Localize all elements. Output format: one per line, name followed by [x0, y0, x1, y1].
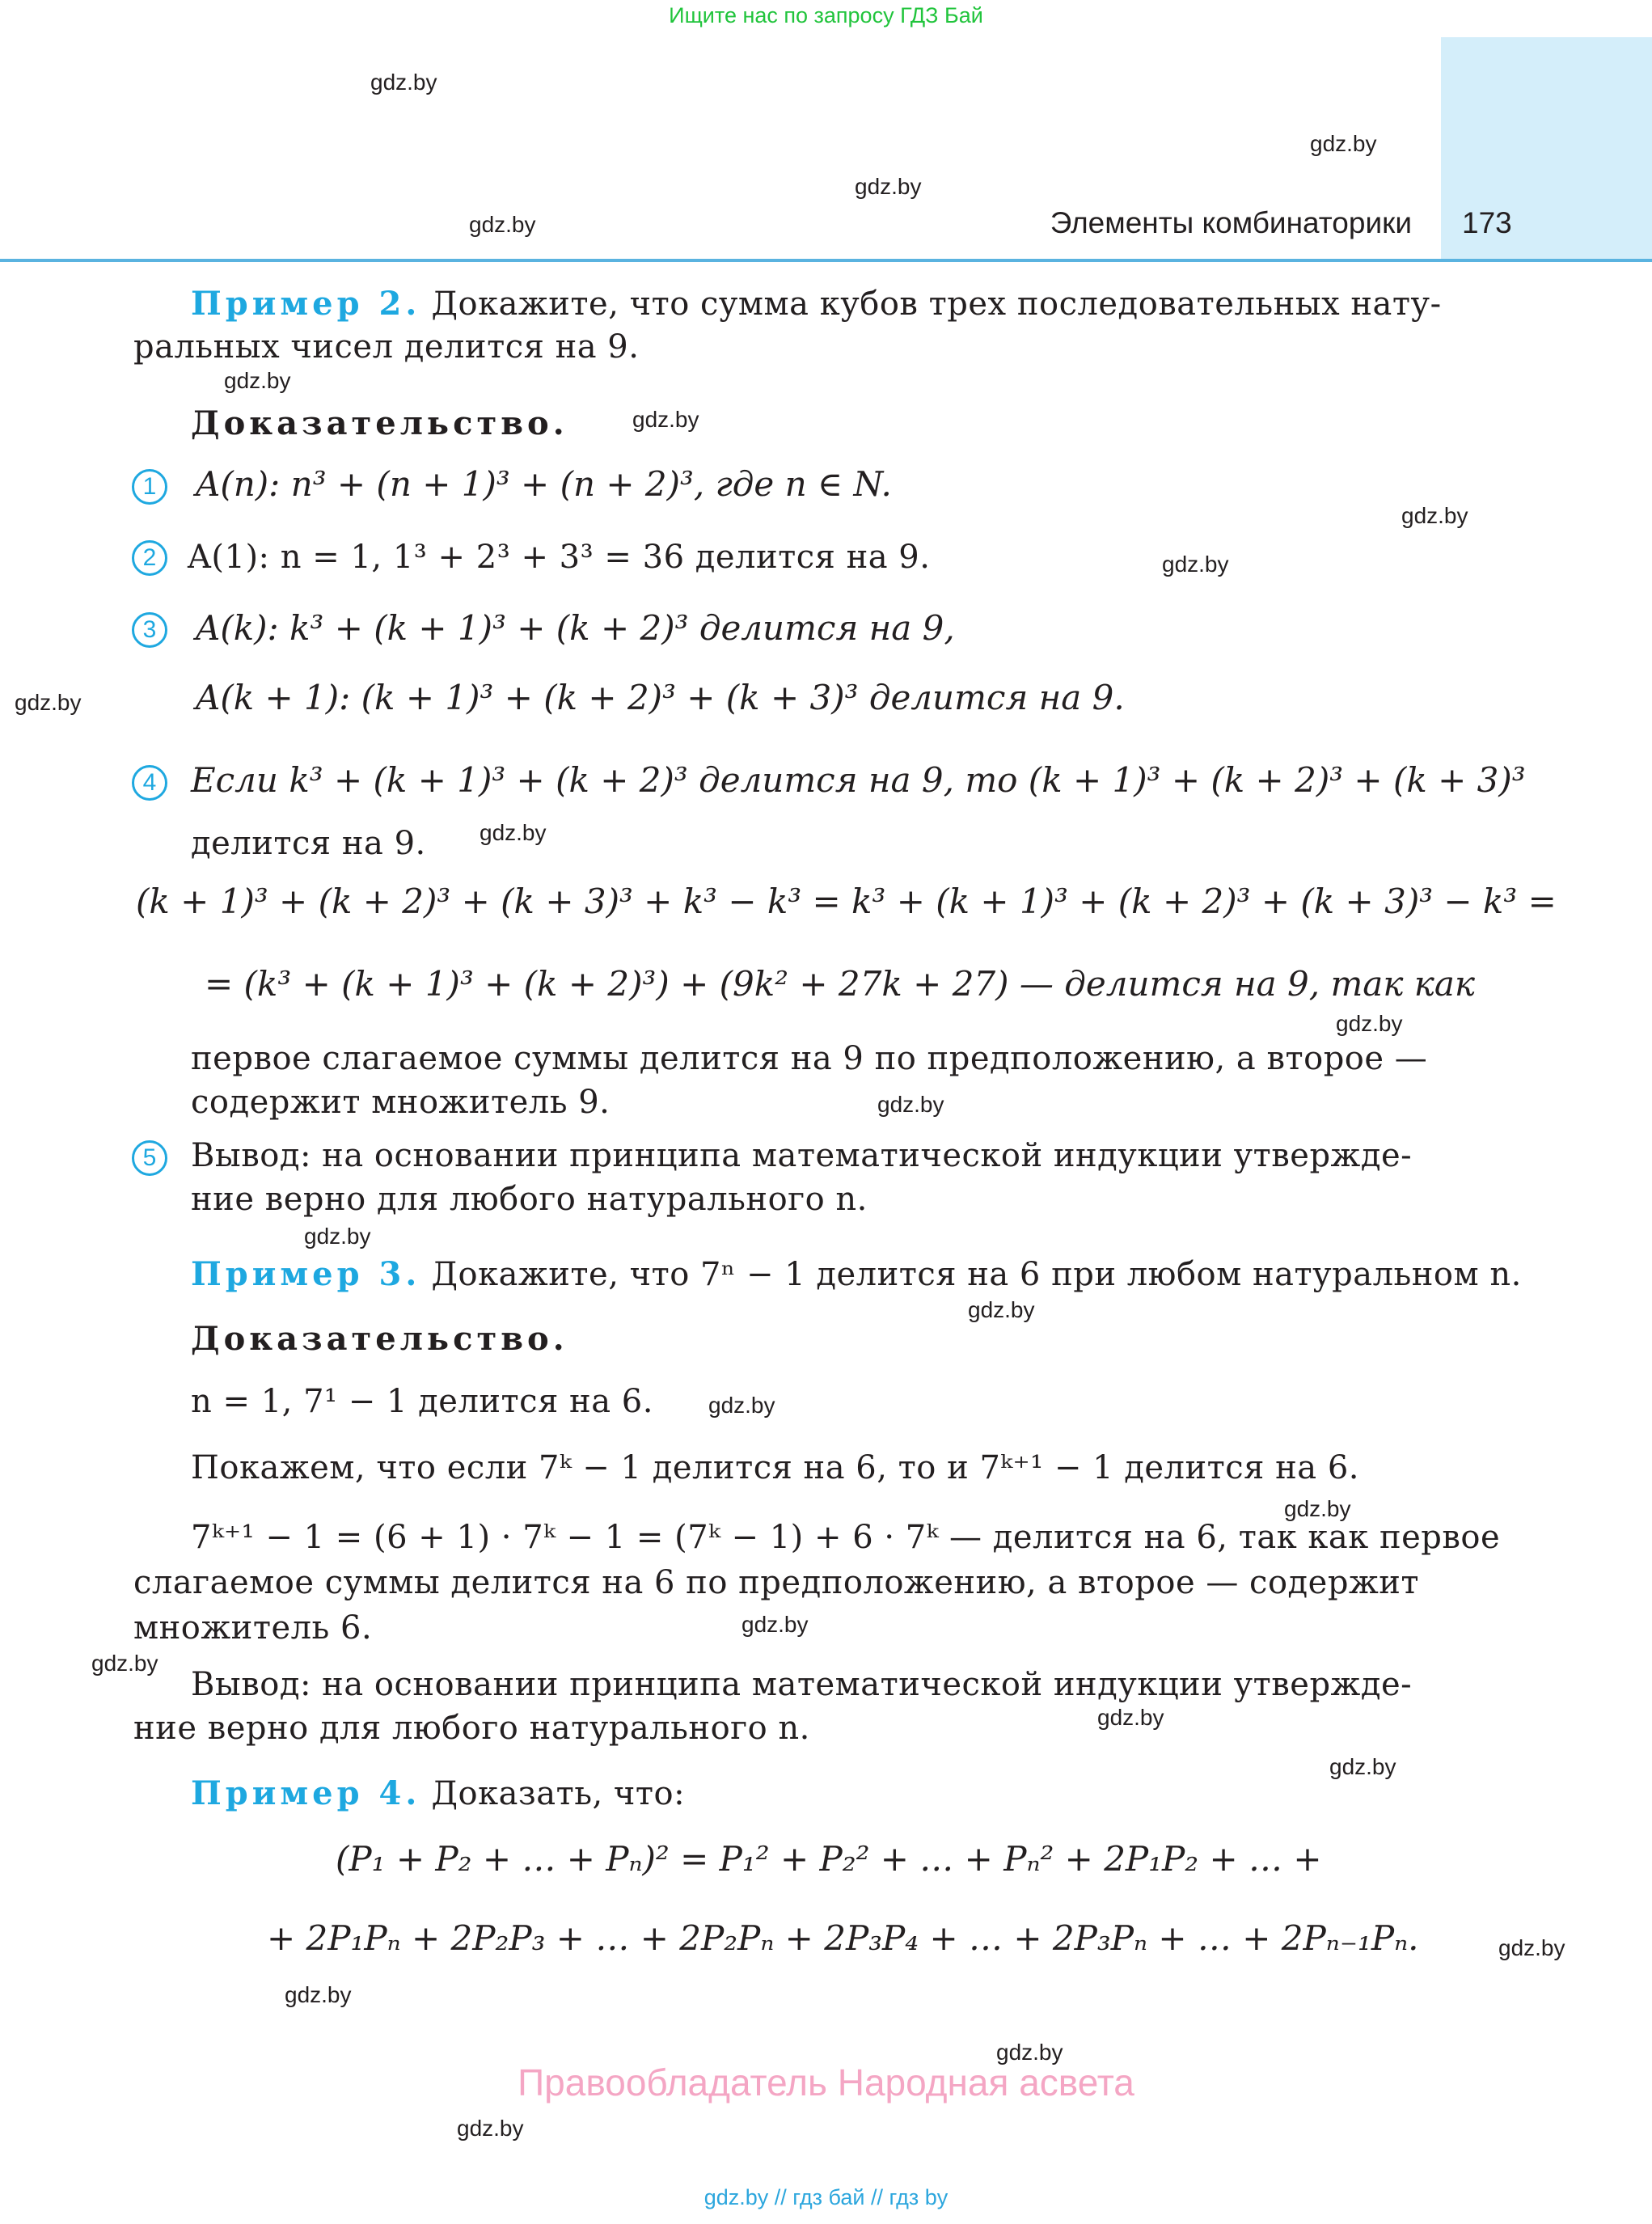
watermark: gdz.by	[304, 1224, 371, 1249]
search-banner: Ищите нас по запросу ГДЗ Бай	[669, 3, 983, 27]
step2-text: A(1): n = 1, 1³ + 2³ + 3³ = 36 делится на 9.	[188, 539, 931, 576]
formula-line1: (P₁ + P₂ + … + Pₙ)² = P₁² + P₂² + … + Pₙ² + 2P₁P₂ + … +	[336, 1839, 1322, 1879]
step-number-3: 3	[132, 612, 167, 648]
conclusion-line2: ние верно для любого натурального n.	[191, 1181, 868, 1218]
example3-statement: Докажите, что 7ⁿ − 1 делится на 6 при любом натуральном n.	[431, 1256, 1522, 1293]
example4-line1	[191, 1774, 685, 1812]
watermark: gdz.by	[996, 2040, 1063, 2065]
explanation-line2: содержит множитель 9.	[191, 1084, 611, 1121]
watermark: gdz.by	[1498, 1935, 1565, 1960]
inductive-claim: Покажем, что если 7ᵏ − 1 делится на 6, то и 7ᵏ⁺¹ − 1 делится на 6.	[191, 1449, 1359, 1486]
proof-heading: Доказательство.	[191, 404, 568, 442]
watermark: gdz.by	[968, 1297, 1035, 1322]
step4-text: Если k³ + (k + 1)³ + (k + 2)³ делится на 9, то (k + 1)³ + (k + 2)³ + (k + 3)³	[191, 760, 1526, 800]
footer-links[interactable]: gdz.by // гдз бай // гдз by	[703, 2185, 949, 2209]
example2-label: Пример 2.	[191, 285, 421, 323]
proof-heading: Доказательство.	[191, 1320, 568, 1358]
watermark: gdz.by	[469, 212, 536, 237]
step3-target: A(k + 1): (k + 1)³ + (k + 2)³ + (k + 3)³ делится на 9.	[196, 678, 1125, 717]
watermark: gdz.by	[285, 1982, 352, 2007]
base-case: n = 1, 7¹ − 1 делится на 6.	[191, 1383, 653, 1420]
watermark: gdz.by	[91, 1651, 158, 1676]
calc-line3: множитель 6.	[133, 1609, 373, 1647]
explanation-line1: первое слагаемое суммы делится на 9 по предположению, а второе —	[191, 1040, 1428, 1077]
calc-line2: слагаемое суммы делится на 6 по предположению, а второе — содержит	[133, 1564, 1420, 1601]
watermark: gdz.by	[1336, 1011, 1403, 1036]
equation-line1: (k + 1)³ + (k + 2)³ + (k + 3)³ + k³ − k³ = k³ + (k + 1)³ + (k + 2)³ + (k + 3)³ − k³ =	[136, 882, 1557, 921]
page-number: 173	[1462, 206, 1512, 239]
watermark: gdz.by	[855, 174, 922, 199]
calc-line1: 7ᵏ⁺¹ − 1 = (6 + 1) · 7ᵏ − 1 = (7ᵏ − 1) + 6 · 7ᵏ — делится на 6, так как первое	[191, 1519, 1501, 1556]
conclusion-line1: Вывод: на основании принципа математической индукции утвержде-	[191, 1137, 1413, 1174]
section-title: Элементы комбинаторики	[1050, 206, 1412, 239]
watermark: gdz.by	[877, 1092, 944, 1117]
watermark: gdz.by	[632, 407, 699, 432]
watermark: gdz.by	[708, 1393, 775, 1418]
watermark: gdz.by	[1310, 131, 1377, 156]
watermark: gdz.by	[1401, 503, 1468, 528]
step-number-5: 5	[132, 1140, 167, 1176]
example4-statement: Доказать, что:	[431, 1775, 686, 1812]
watermark: gdz.by	[1097, 1705, 1164, 1730]
watermark: gdz.by	[224, 368, 291, 393]
copyright-notice: Правообладатель Народная асвета	[518, 2061, 1134, 2103]
formula-line2: + 2P₁Pₙ + 2P₂P₃ + … + 2P₂Pₙ + 2P₃P₄ + … + 2P₃Pₙ + … + 2Pₙ₋₁Pₙ.	[267, 1918, 1419, 1958]
example2-statement: Докажите, что сумма кубов трех последовательных нату-	[431, 285, 1442, 323]
watermark: gdz.by	[1329, 1754, 1396, 1779]
equation-line2: = (k³ + (k + 1)³ + (k + 2)³) + (9k² + 27k + 27) — делится на 9, так как	[205, 964, 1475, 1004]
example2-statement-cont: ральных чисел делится на 9.	[133, 328, 640, 366]
step-number-4: 4	[132, 765, 167, 801]
step3-hypothesis: A(k): k³ + (k + 1)³ + (k + 2)³ делится на 9,	[196, 608, 955, 648]
watermark: gdz.by	[15, 690, 82, 715]
example2-line1	[191, 285, 1442, 323]
watermark: gdz.by	[741, 1612, 809, 1637]
step-number-1: 1	[132, 469, 167, 505]
watermark: gdz.by	[1162, 552, 1229, 577]
conclusion-line2: ние верно для любого натурального n.	[133, 1710, 810, 1747]
watermark: gdz.by	[457, 2116, 524, 2141]
conclusion-line1: Вывод: на основании принципа математической индукции утвержде-	[191, 1666, 1413, 1703]
example3-line1	[191, 1255, 1522, 1293]
header-rule	[0, 259, 1652, 262]
step1-formula: A(n): n³ + (n + 1)³ + (n + 2)³, где n ∈ N.	[196, 464, 892, 504]
watermark: gdz.by	[370, 70, 437, 95]
watermark: gdz.by	[1284, 1496, 1351, 1521]
step-number-2: 2	[132, 540, 167, 576]
example3-label: Пример 3.	[191, 1255, 421, 1293]
example4-label: Пример 4.	[191, 1774, 421, 1812]
watermark: gdz.by	[480, 820, 547, 845]
step4-text-cont: делится на 9.	[191, 825, 426, 862]
